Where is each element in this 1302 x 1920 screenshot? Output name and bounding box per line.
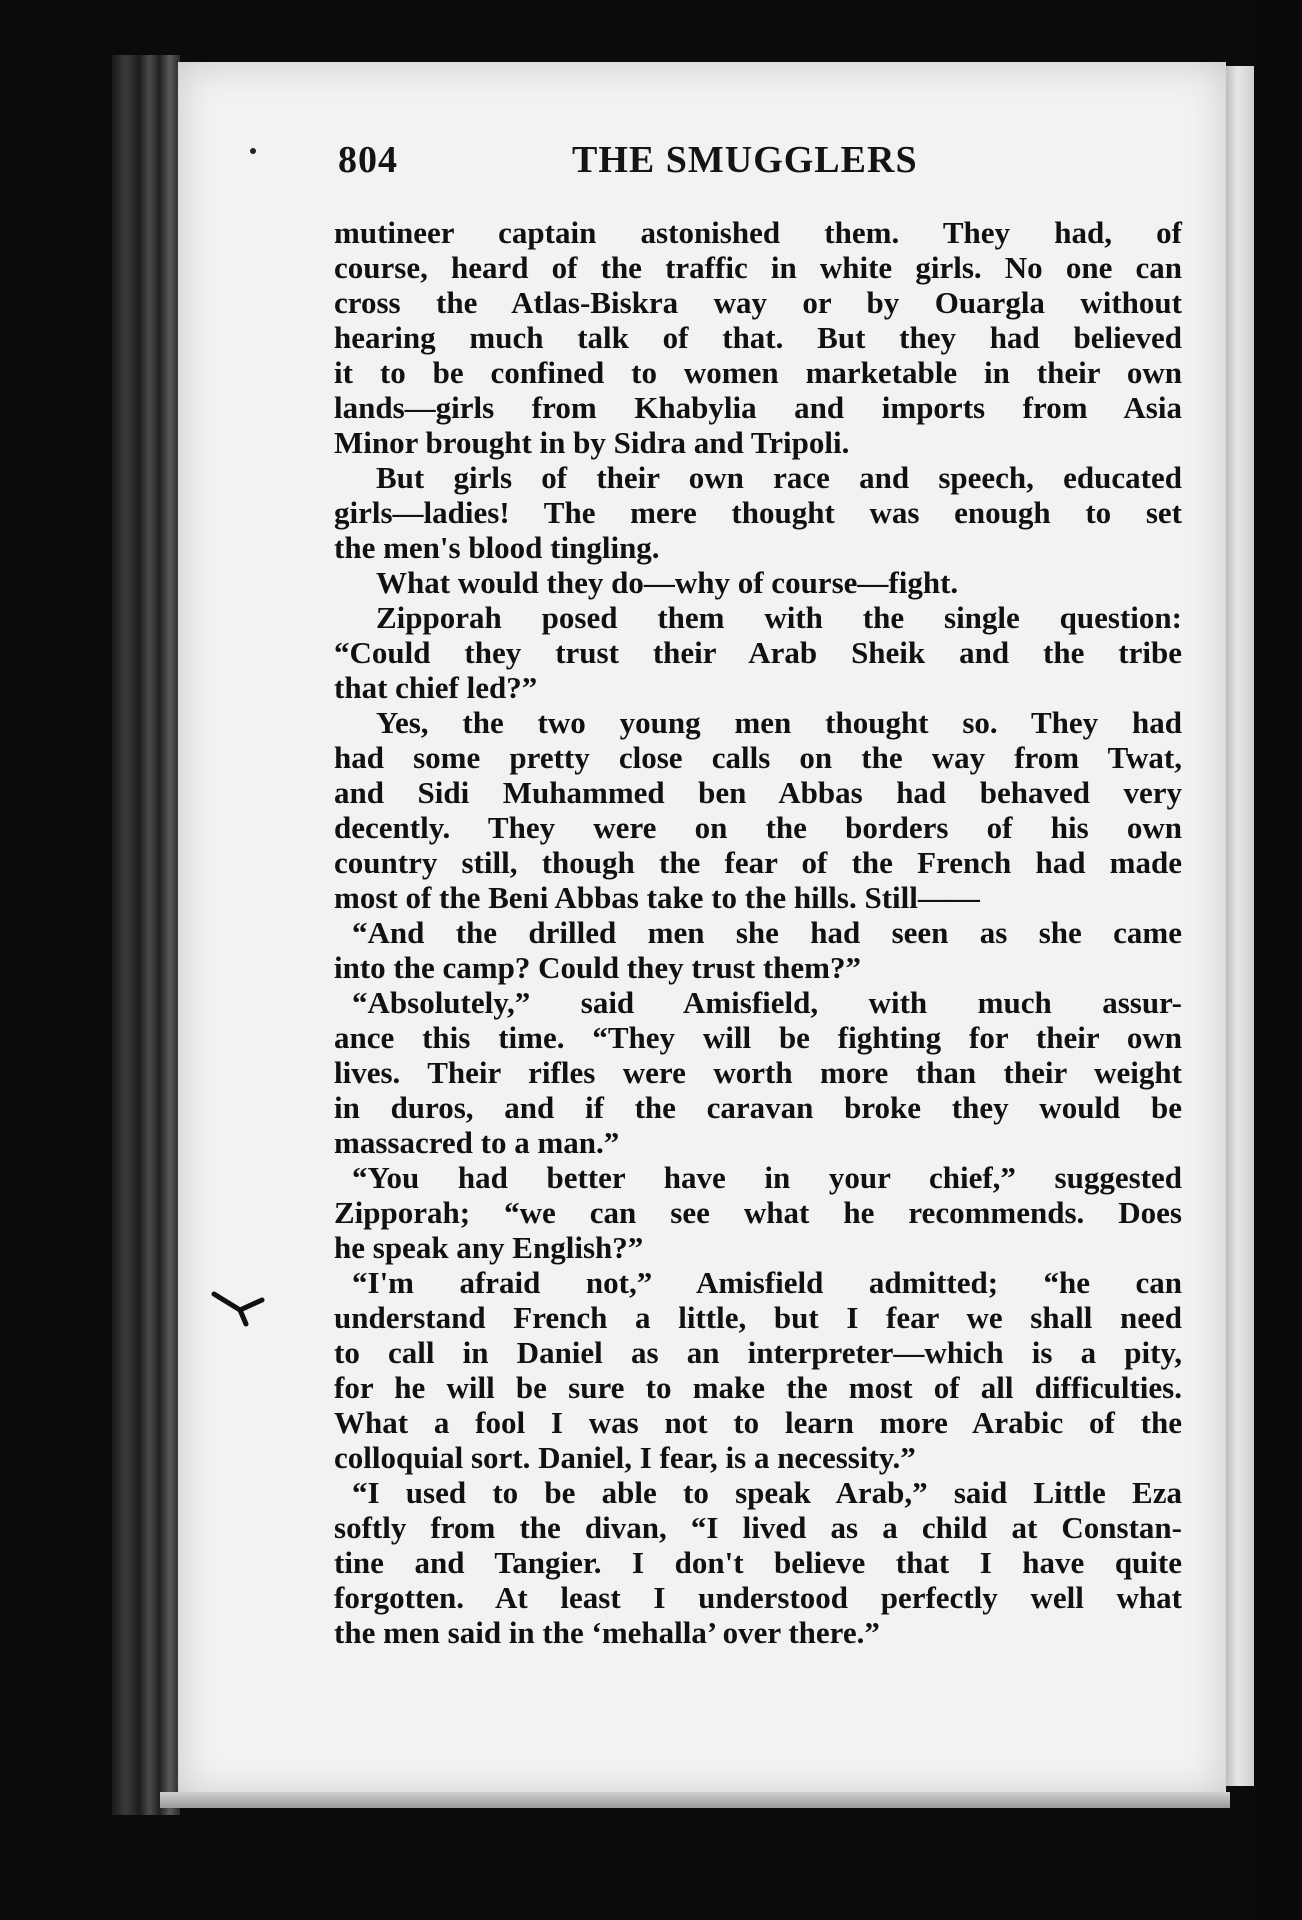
page-number: 804	[338, 139, 398, 181]
text-line: softly from the divan, “I lived as a child at Constan-	[334, 1510, 1182, 1545]
margin-dot-mark	[250, 148, 256, 154]
text-line: the men said in the ‘mehalla’ over there.”	[334, 1615, 880, 1650]
text-line: decently. They were on the borders of his own	[334, 810, 1182, 845]
text-line: into the camp? Could they trust them?”	[334, 950, 861, 985]
scan-background-right	[1254, 0, 1302, 1920]
body-text	[334, 215, 1182, 1650]
text-line: course, heard of the traffic in white girls. No one can	[334, 250, 1182, 285]
text-line: had some pretty close calls on the way from Twat,	[334, 740, 1182, 775]
text-line: Zipporah posed them with the single question:	[376, 600, 1182, 635]
text-line: it to be confined to women marketable in their own	[334, 355, 1182, 390]
text-line: ance this time. “They will be fighting for their own	[334, 1020, 1182, 1055]
text-line: “Could they trust their Arab Sheik and the tribe	[334, 635, 1182, 670]
text-line: colloquial sort. Daniel, I fear, is a necessity.”	[334, 1440, 916, 1475]
text-line: massacred to a man.”	[334, 1125, 620, 1160]
text-line: forgotten. At least I understood perfectly well what	[334, 1580, 1182, 1615]
text-line: But girls of their own race and speech, educated	[376, 460, 1182, 495]
text-line: understand French a little, but I fear we shall need	[334, 1300, 1182, 1335]
text-line: he speak any English?”	[334, 1230, 644, 1265]
text-line: Zipporah; “we can see what he recommends. Does	[334, 1195, 1182, 1230]
text-line: cross the Atlas-Biskra way or by Ouargla without	[334, 285, 1182, 320]
text-line: lives. Their rifles were worth more than their weight	[334, 1055, 1182, 1090]
text-line: “And the drilled men she had seen as she came	[352, 915, 1182, 950]
text-line: What would they do—why of course—fight.	[376, 565, 959, 600]
text-line: that chief led?”	[334, 670, 538, 705]
text-line: lands—girls from Khabylia and imports from Asia	[334, 390, 1182, 425]
text-line: mutineer captain astonished them. They had, of	[334, 215, 1182, 250]
text-line: Minor brought in by Sidra and Tripoli.	[334, 425, 850, 460]
text-line: “Absolutely,” said Amisfield, with much assur-	[352, 985, 1182, 1020]
text-line: the men's blood tingling.	[334, 530, 660, 565]
text-line: Yes, the two young men thought so. They had	[376, 705, 1182, 740]
text-line: “I used to be able to speak Arab,” said Little Eza	[352, 1475, 1182, 1510]
page-bottom-edge	[160, 1792, 1230, 1808]
text-line: country still, though the fear of the French had made	[334, 845, 1182, 880]
margin-pencil-mark-icon	[210, 1288, 270, 1328]
text-line: most of the Beni Abbas take to the hills. Still——	[334, 880, 980, 915]
text-line: for he will be sure to make the most of all difficulties.	[334, 1370, 1182, 1405]
text-line: What a fool I was not to learn more Arabic of the	[334, 1405, 1182, 1440]
text-line: tine and Tangier. I don't believe that I have quite	[334, 1545, 1182, 1580]
running-head: THE SMUGGLERS	[572, 139, 918, 181]
next-page-edge	[1226, 66, 1254, 1786]
page-header	[338, 138, 958, 198]
text-line: “You had better have in your chief,” suggested	[352, 1160, 1182, 1195]
text-line: “I'm afraid not,” Amisfield admitted; “he can	[352, 1265, 1182, 1300]
text-line: hearing much talk of that. But they had believed	[334, 320, 1182, 355]
text-line: girls—ladies! The mere thought was enough to set	[334, 495, 1182, 530]
text-line: in duros, and if the caravan broke they would be	[334, 1090, 1182, 1125]
text-line: to call in Daniel as an interpreter—which is a pity,	[334, 1335, 1182, 1370]
book-spine-edge	[112, 55, 180, 1815]
text-line: and Sidi Muhammed ben Abbas had behaved very	[334, 775, 1182, 810]
